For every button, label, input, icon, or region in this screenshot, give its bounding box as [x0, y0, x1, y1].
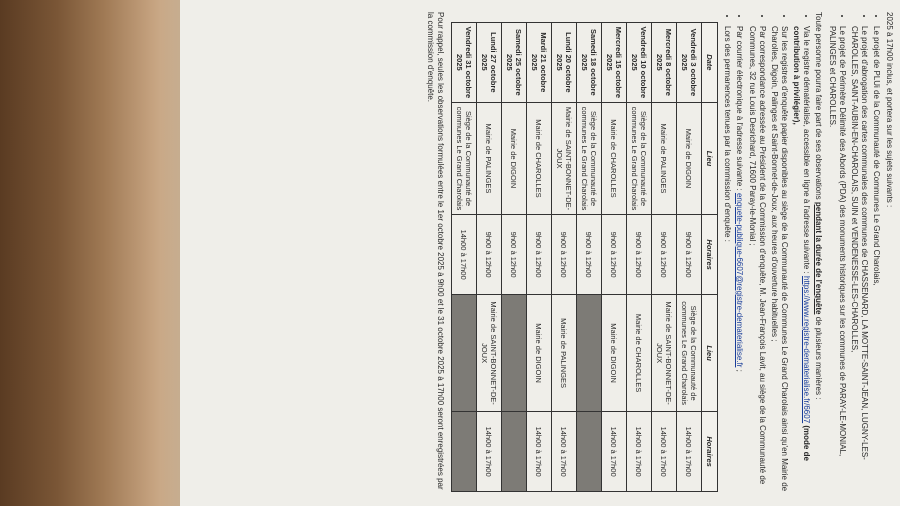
email-list — [722, 12, 744, 496]
cell-horaires-morning: 9h00 à 12h00 — [577, 215, 602, 295]
cell-horaires-afternoon: 14h00 à 17h00 — [627, 412, 652, 492]
register-link[interactable]: https://www.registre-dematerialise.fr/6607 — [802, 275, 811, 424]
cell-lieu-morning: Siège de la Communauté de communes Le Grand Charolais — [627, 102, 652, 215]
header-horaires-afternoon: Horaires — [702, 412, 718, 492]
top-line: 2025 à 17h00 inclus, et portera sur les sujets suivants : — [885, 12, 894, 208]
email-link[interactable]: enquete-publique-6607@registre-dematerialise.fr — [735, 192, 744, 368]
subject-item: • Le projet de PLUi de la Communauté de Communes Le Grand Charolais, — [871, 26, 881, 496]
cell-date: Mercredi 15 octobre 2025 — [602, 23, 627, 103]
way-mail: • Par correspondance adressée au Président de la Commission d'enquête, M. Jean-François Lavit, au siège de la Communauté de Communes, 32 rue Louis Desrichard, 71600 Paray-le-Monial ; — [747, 26, 767, 496]
ways-list — [747, 12, 811, 496]
cell-lieu-afternoon: Mairie de SAINT-BONNET-DE-JOUX — [652, 294, 677, 411]
cell-lieu-morning: Mairie de CHAROLLES — [602, 102, 627, 215]
subject-item: • Le projet d'abrogation des cartes communales des communes de CHASSENARD, LA MOTTE-SAINT-JEAN, LUGNY-LES-CHAROLLES, SAINT-AUBIN-EN-CHAROLAIS, SUIN et VENDENESSE-LES-CHAROLLES, — [849, 26, 869, 496]
cell-lieu-afternoon — [452, 294, 477, 411]
table-row — [602, 23, 627, 492]
cell-horaires-afternoon: 14h00 à 17h00 — [652, 412, 677, 492]
cell-horaires-afternoon — [577, 412, 602, 492]
cell-lieu-morning: Siège de la Communauté de communes Le Grand Charolais — [577, 102, 602, 215]
table-row — [452, 23, 477, 492]
cell-date: Mardi 21 octobre 2025 — [527, 23, 552, 103]
header-horaires-morning: Horaires — [702, 215, 718, 295]
cell-lieu-morning: Siège de la Communauté de communes Le Grand Charolais — [452, 102, 477, 215]
cell-horaires-morning: 9h00 à 12h00 — [602, 215, 627, 295]
cell-lieu-morning: Mairie de SAINT-BONNET-DE-JOUX — [552, 102, 577, 215]
cell-date: Vendredi 31 octobre 2025 — [452, 23, 477, 103]
table-row — [627, 23, 652, 492]
table-row — [652, 23, 677, 492]
cell-horaires-afternoon: 14h00 à 17h00 — [602, 412, 627, 492]
cell-date: Vendredi 10 octobre 2025 — [627, 23, 652, 103]
table-row — [527, 23, 552, 492]
cell-lieu-afternoon: Mairie de DIGOIN — [527, 294, 552, 411]
cell-lieu-afternoon: Mairie de DIGOIN — [602, 294, 627, 411]
subject-item: • Le projet de Périmètre Délimité des Abords (PDA) des monuments historiques sur les communes de PARAY-LE-MONIAL, PALINGES et CHAROLLES. — [827, 26, 847, 496]
cell-lieu-afternoon: Mairie de SAINT-BONNET-DE-JOUX — [477, 294, 502, 411]
cell-lieu-afternoon: Mairie de CHAROLLES — [627, 294, 652, 411]
subjects-list — [827, 12, 881, 496]
way-permanences: • Lors des permanences tenues par la commission d'enquête : — [722, 26, 732, 496]
cell-lieu-morning: Mairie de PALINGES — [477, 102, 502, 215]
cell-horaires-morning: 14h00 à 17h00 — [452, 215, 477, 295]
permanences-table — [451, 22, 718, 492]
cell-date: Vendredi 3 octobre 2025 — [677, 23, 702, 103]
cell-horaires-morning: 9h00 à 12h00 — [527, 215, 552, 295]
table-body — [452, 23, 702, 492]
header-lieu-morning: Lieu — [702, 102, 718, 215]
cell-date: Samedi 18 octobre 2025 — [577, 23, 602, 103]
cell-horaires-morning: 9h00 à 12h00 — [502, 215, 527, 295]
lead-underlined: pendant la durée de l'enquête — [814, 201, 823, 315]
cell-lieu-afternoon — [502, 294, 527, 411]
cell-lieu-afternoon — [577, 294, 602, 411]
cell-lieu-morning: Mairie de DIGOIN — [502, 102, 527, 215]
way-email: • Par courrier électronique à l'adresse suivante : enquete-publique-6607@registre-dematerialise.fr ; — [734, 26, 744, 496]
way-register: • Via le registre dématérialisé, accessible en ligne à l'adresse suivante : https://www.registre-dematerialise.fr/6607 (mode de contribution à privilégier), — [791, 26, 811, 496]
cell-horaires-afternoon — [452, 412, 477, 492]
cell-date: Lundi 27 octobre 2025 — [477, 23, 502, 103]
cell-horaires-morning: 9h00 à 12h00 — [627, 215, 652, 295]
way-paper: • Sur les registres d'enquête papier disponibles au siège de la Communauté de Communes Le Grand Charolais ainsi qu'en Mairie de Charolles, Digoin, Palinges et Saint-Bonnet-de-Joux, aux heures d'ouverture habituelles ; — [769, 26, 789, 496]
table-row — [577, 23, 602, 492]
cell-date: Lundi 20 octobre 2025 — [552, 23, 577, 103]
header-lieu-afternoon: Lieu — [702, 294, 718, 411]
cell-horaires-morning: 9h00 à 12h00 — [677, 215, 702, 295]
cell-lieu-morning: Mairie de PALINGES — [652, 102, 677, 215]
table-header-row — [702, 23, 718, 492]
cell-horaires-morning: 9h00 à 12h00 — [477, 215, 502, 295]
table-row — [677, 23, 702, 492]
table-row — [552, 23, 577, 492]
document-photo — [180, 0, 900, 506]
cell-horaires-afternoon: 14h00 à 17h00 — [527, 412, 552, 492]
cell-horaires-afternoon: 14h00 à 17h00 — [552, 412, 577, 492]
cell-lieu-morning: Mairie de DIGOIN — [677, 102, 702, 215]
document-page — [180, 0, 900, 506]
cell-lieu-afternoon: Siège de la Communauté de communes Le Grand Charolais — [677, 294, 702, 411]
cell-horaires-afternoon: 14h00 à 17h00 — [477, 412, 502, 492]
cell-horaires-morning: 9h00 à 12h00 — [552, 215, 577, 295]
cell-horaires-afternoon: 14h00 à 17h00 — [677, 412, 702, 492]
cell-lieu-afternoon: Mairie de PALINGES — [552, 294, 577, 411]
table-row — [477, 23, 502, 492]
footer-note: Pour rappel, seules les observations formulées entre le 1er octobre 2025 à 9h00 et le 31 octobre 2025 à 17h00 seront enregistrées par la commission d'enquête. — [426, 12, 445, 490]
cell-horaires-afternoon — [502, 412, 527, 492]
cell-date: Mercredi 8 octobre 2025 — [652, 23, 677, 103]
header-date: Date — [702, 23, 718, 103]
cell-horaires-morning: 9h00 à 12h00 — [652, 215, 677, 295]
cell-lieu-morning: Mairie de CHAROLLES — [527, 102, 552, 215]
cell-date: Samedi 25 octobre 2025 — [502, 23, 527, 103]
observations-intro: Toute personne pourra faire part de ses observations pendant la durée de l'enquête de plusieurs manières : — [814, 12, 823, 400]
table-row — [502, 23, 527, 492]
